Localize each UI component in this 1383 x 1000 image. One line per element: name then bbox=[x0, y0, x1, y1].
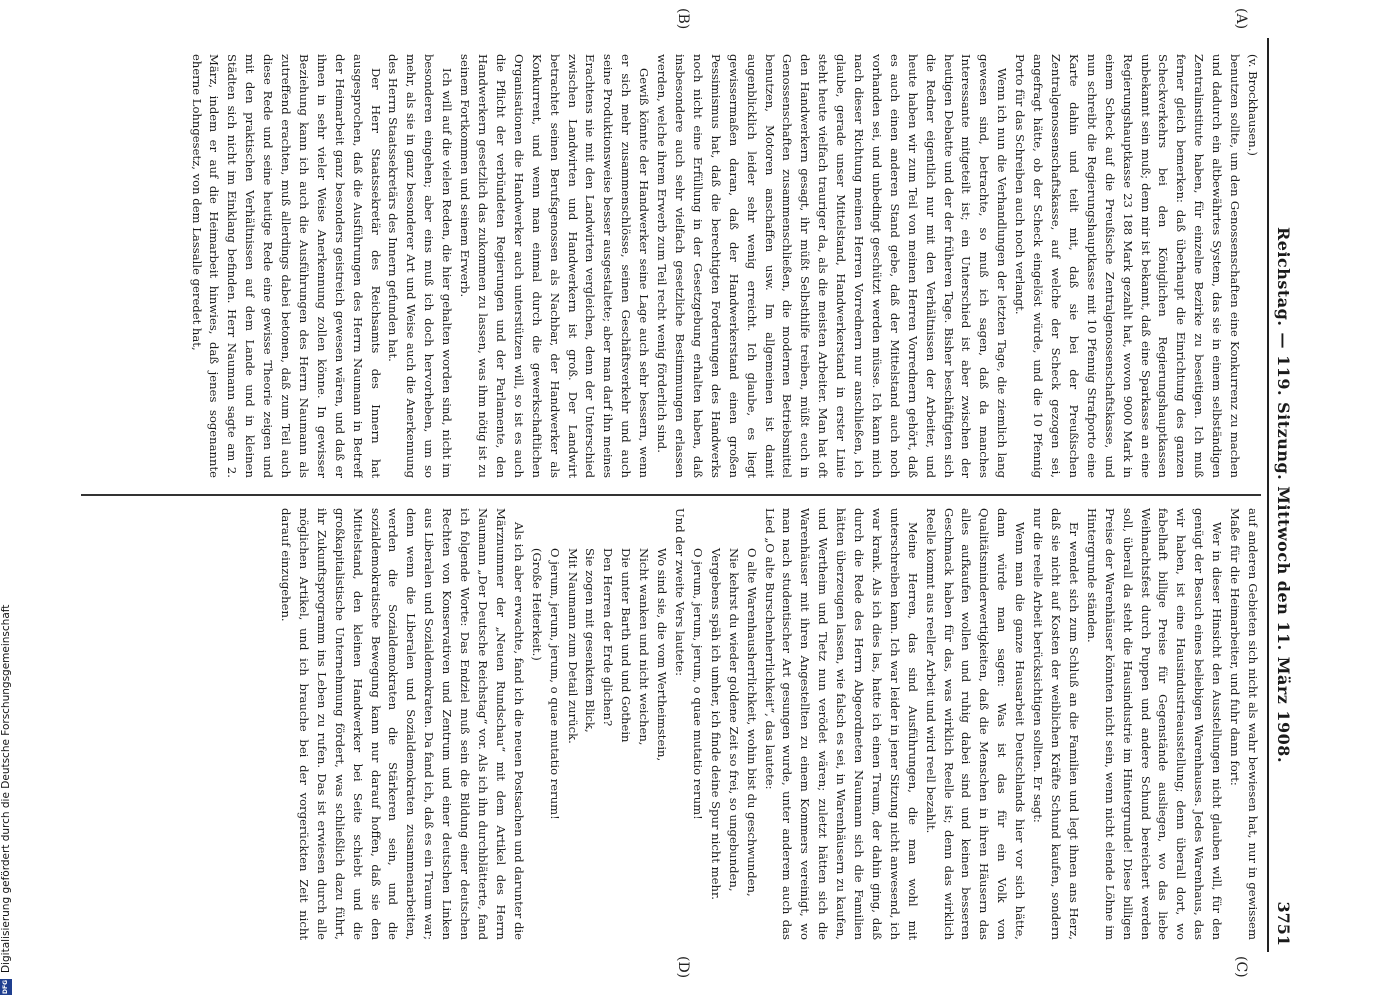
paragraph: Als ich aber erwachte, fand ich die neuen Postsachen und darunter die Märznummer der „Neuen Rundschau“ mit dem Artikel des Herrn Naumann „Der Deutsche Reichstag“ vor. Als ich ihn durchblätterte, fand ich folgende Worte: Das Endziel muß sein die Bildung einer deutschen Rechten von Konservativen und Zentrum und einer deutschen Linken aus Liberalen und Sozialdemokraten. Da fand ich, daß es ein Traum war; denn wenn die Liberalen und Sozialdemokraten zusammenarbeiten, werden die Sozialdemokraten die Stärkeren sein, und die sozialdemokratische Bewegung kann nur darauf hoffen, daß sie den Mittelstand, den kleinen Handwerker bei Seite schiebt und die großkapitalistische Unternehmung fördert, was schließlich dazu führt, ihr Zukunftsprogramm ins Leben zu rufen. Das ist erwiesen durch alle möglichen Artikel, und ich brauche bei der vorgerückten Zeit nicht darauf einzugehen. bbox=[279, 508, 526, 940]
paragraph: Wenn ich nun die Verhandlungen der letzten Tage, die ziemlich lang gewesen sind, betrachte, so muß ich sagen, daß da manches Interessante mitgeteilt ist; ein Unterschied ist aber zwischen der heutigen Debatte und der der früheren Tage. Bisher beschäftigten sich die Redner eigentlich nur mit den Verhältnissen der Arbeiter, und heute haben wir zum Teil von meinen Herren Vorrednern gehört, daß es auch einen anderen Stand gebe, daß der Mittelstand auch noch vorhanden sei, und unbedingt geschützt werden müsse. Ich kann mich nach dieser Richtung meinen Herren Vorrednern nur anschließen, ich glaube, gerade unser Mittelstand, Handwerkerstand in erster Linie steht heute vielfach trauriger da, als die meisten Arbeiter. Man hat oft den Handwerkern gesagt, ihr müßt Selbsthilfe treiben, müßt euch in Genossenschaften zusammenschließen, die modernen Betriebsmittel benutzen, Motoren anschaffen usw. Im allgemeinen ist damit augenblicklich leider sehr wenig erreicht. Ich glaube, es liegt gewissermaßen daran, daß der Handwerkerstand einen großen Pessimismus hat, daß die berechtigten Forderungen des Handwerks noch nicht eine Erfüllung in der Gesetzgebung erhalten haben, daß insbesondere auch sehr vielfach gesetzliche Bestimmungen erlassen werden, welche ihrem Erwerb zum Teil recht wenig förderlich sind. bbox=[655, 54, 1010, 478]
speaker-label: (v. Brockhausen.) bbox=[1246, 54, 1260, 156]
verse-line: Die unter Barth und und Gothein bbox=[619, 548, 634, 743]
rotated-page bbox=[71, 8, 1301, 979]
verse-line: Sie zogen mit gesenktem Blick, bbox=[583, 548, 598, 733]
verse-line: Nie kehrst du wieder goldene Zeit so frei, so ungebunden, bbox=[726, 548, 741, 892]
verse-line: Wo sind sie, die vom Wertheimstein, bbox=[655, 548, 670, 762]
paragraph: benutzen sollte, um den Genossenschaften eine Konkurrenz zu machen und dadurch ein altbewährtes System, das sie in einem selbständigen Zentralinstitute haben, für einzelne Bezirke zu beseitigen. Ich muß ferner gleich bemerken: daß überhaupt die Einrichtung des ganzen Scheckverkehrs bei den Königlichen Regierungshauptkassen unbekannt sein muß; denn mir ist bekannt, daß eine Sparkasse an eine Regierungshauptkasse 23 188 Mark gezahlt hat, wovon 9000 Mark in einem Scheck auf die Preußische Zentralgenossenschaftskasse, und nun schreibt die Regierungshauptkasse mit 10 Pfennig Strafporto eine Karte dahin und teilt mit, daß sie bei der Preußischen Zentralgenossenschaftskasse, auf welche der Scheck gezogen sei, angefragt hätte, ob der Scheck eingelöst würde, und die 10 Pfennig Porto für das Schreiben auch noch verlangt. bbox=[1013, 54, 1243, 478]
header-rule bbox=[1267, 38, 1269, 952]
verse-line: O jerum, jerum, jerum, o quae mutatio rerum! bbox=[547, 548, 562, 820]
verse-line: O jerum, jerum, jerum, o quae mutatio rerum! bbox=[690, 548, 705, 820]
page-header bbox=[1267, 38, 1293, 952]
paragraph: Er wendet sich zum Schluß an die Familien und legt ihnen ans Herz, daß sie nicht auf Kosten der weiblichen Kräfte Schund kaufen, sondern nur die reelle Arbeit berücksichtigen sollten. Er sagt: bbox=[1031, 508, 1081, 940]
paragraph: auf anderen Gebieten sich nicht als wahr bewiesen hat, nur in gewissem Maße für die Heimarbeiter, und fuhr dann fort: bbox=[1228, 508, 1260, 940]
verse-line: Den Herren der Erde glichen? bbox=[601, 548, 616, 727]
verse-line: Vergebens späh ich umher, ich finde deine Spur nicht mehr. bbox=[708, 548, 723, 900]
verse-line: Mit Naumann zum Detail zurück. bbox=[565, 548, 580, 744]
stage-direction: (Große Heiterkeit.) bbox=[529, 548, 544, 661]
paragraph: Gewiß könnte der Handwerker seine Lage auch sehr bessern, wenn er sich mehr zusammenschlösse, seinen Geschäftsverkehr und auch seine Produktionsweise besser ausgestaltete; aber man darf ihn meines Erachtens nie mit den Landwirten vergleichen, denn der Unterschied zwischen Landwirten und Handwerkern ist groß. Der Landwirt betrachtet seinen Berufsgenossen als Nachbar, der Handwerker als Konkurrent, und wenn man einmal durch die gewerkschaftlichen Organisationen die Handwerker auch unterstützen will, so ist es auch die Pflicht der verbündeten Regierungen und der Parlamente, den Handwerkern gesetzlich das zukommen zu lassen, was ihm nötig ist zu seinem Fortkommen und seinem Erwerb. bbox=[458, 54, 652, 478]
verse-line: O alte Warenhausherrlichkeit, wohin bist du geschwunden, bbox=[744, 548, 759, 897]
margin-letter-c: (C) bbox=[1233, 956, 1249, 978]
dfg-logo-icon: DFG bbox=[0, 979, 12, 995]
left-column bbox=[81, 54, 1261, 478]
right-column bbox=[81, 508, 1261, 940]
page-number: 3751 bbox=[1274, 901, 1293, 946]
paragraph: Meine Herren, das sind Ausführungen, die man wohl mit unterschreiben kann. Ich war leider in jener Sitzung nicht anwesend, ich war krank. Als ich dies las, hatte ich einen Traum, der dahin ging, daß durch die Rede des Herrn Abgeordneten Naumann sich die Familien hätten überzeugen lassen, wie falsch es sei, in Warenhäusern zu kaufen, und Wertheim und Tietz nun verödet wären; zuletzt hätten sich die Warenhäuser mit ihren Angestellten zu einem Kommers vereinigt, wo man nach studentischer Art gesungen wurde, unter anderem auch das Lied „O alte Burschenherrlichkeit“, das lautete: bbox=[762, 508, 920, 940]
funding-credit bbox=[0, 5, 16, 995]
running-title: Reichstag. — 119. Sitzung. Mittwoch den 11. März 1908. bbox=[1274, 226, 1293, 764]
margin-letter-b: (B) bbox=[675, 8, 691, 30]
quotation: Wenn man die ganze Hausarbeit Deutschlands hier vor sich hätte, dann würde man sagen: Was ist das für ein Volk von Qualitätsminderwertigkeiten, daß die Menschen in ihren Häusern das alles aufkaufen wollen und ruhig dabei sind und keinen besseren Geschmack haben für das, was wirklich Reelle ist; denn das wirklich Reelle kommt aus reeller Arbeit und wird reell bezahlt. bbox=[923, 508, 1028, 940]
paragraph: Und der zweite Vers lautete: bbox=[673, 508, 687, 677]
verse-line: Nicht wanken und nicht weichen, bbox=[637, 548, 652, 746]
credit-text: Digitalisierung gefördert durch die Deutsche Forschungsgemeinschaft bbox=[0, 604, 12, 973]
column-rule bbox=[81, 494, 1261, 496]
margin-letter-a: (A) bbox=[1233, 8, 1249, 30]
quotation: Wer in dieser Hinsicht den Ausstellungen nicht glauben will, für den genügt der Besuch eines beliebigen Warenhauses. Jedes Warenhaus, das wir haben, ist eine Hausindustrieausstellung; denn überall dort, wo fabelhaft billige Preise für Gegenstände ausliegen, wo das liebe Weihnachtsfest durch Puppen und andere Schund bereichert werden soll, überall da steht die Hausindustrie im Hintergrunde! Diese billigen Preise der Warenhäuser könnten nicht sein, wenn nicht elende Löhne im Hintergrunde ständen. bbox=[1084, 508, 1225, 940]
paragraph: Der Herr Staatssekretär des Reichsamts des Innern hat ausgesprochen, daß die Ausführungen des Herrn Naumann in Betreff der Heimarbeit ganz besonders geistreich gewesen wären, und daß er ihnen in sehr vieler Weise Anerkennung zollen könne. In gewisser Beziehung kann ich auch die Ausführungen des Herrn Naumann als zutreffend erachten, muß allerdings dabei betonen, daß zum Teil auch diese Rede und seine heutige Rede eine gewisse Theorie zeigen und mit den praktischen Verhältnissen auf dem Lande und in kleinen Städten sich nicht im Einklang befinden. Herr Naumann sagte am 2. März, indem er auf die Heimarbeit hinwies, daß jenes sogenannte eherne Lohngesetz, von dem Lassalle geredet hat, bbox=[189, 54, 383, 478]
paragraph: Ich will auf die vielen Reden, die hier gehalten worden sind, nicht im besonderen eingehen; aber eins muß ich doch hervorheben, um so mehr, als sie in ganz besonderer Art und Weise auch die Anerkennung des Herrn Staatssekretärs des Innern gefunden hat. bbox=[386, 54, 455, 478]
margin-letter-d: (D) bbox=[675, 956, 691, 979]
